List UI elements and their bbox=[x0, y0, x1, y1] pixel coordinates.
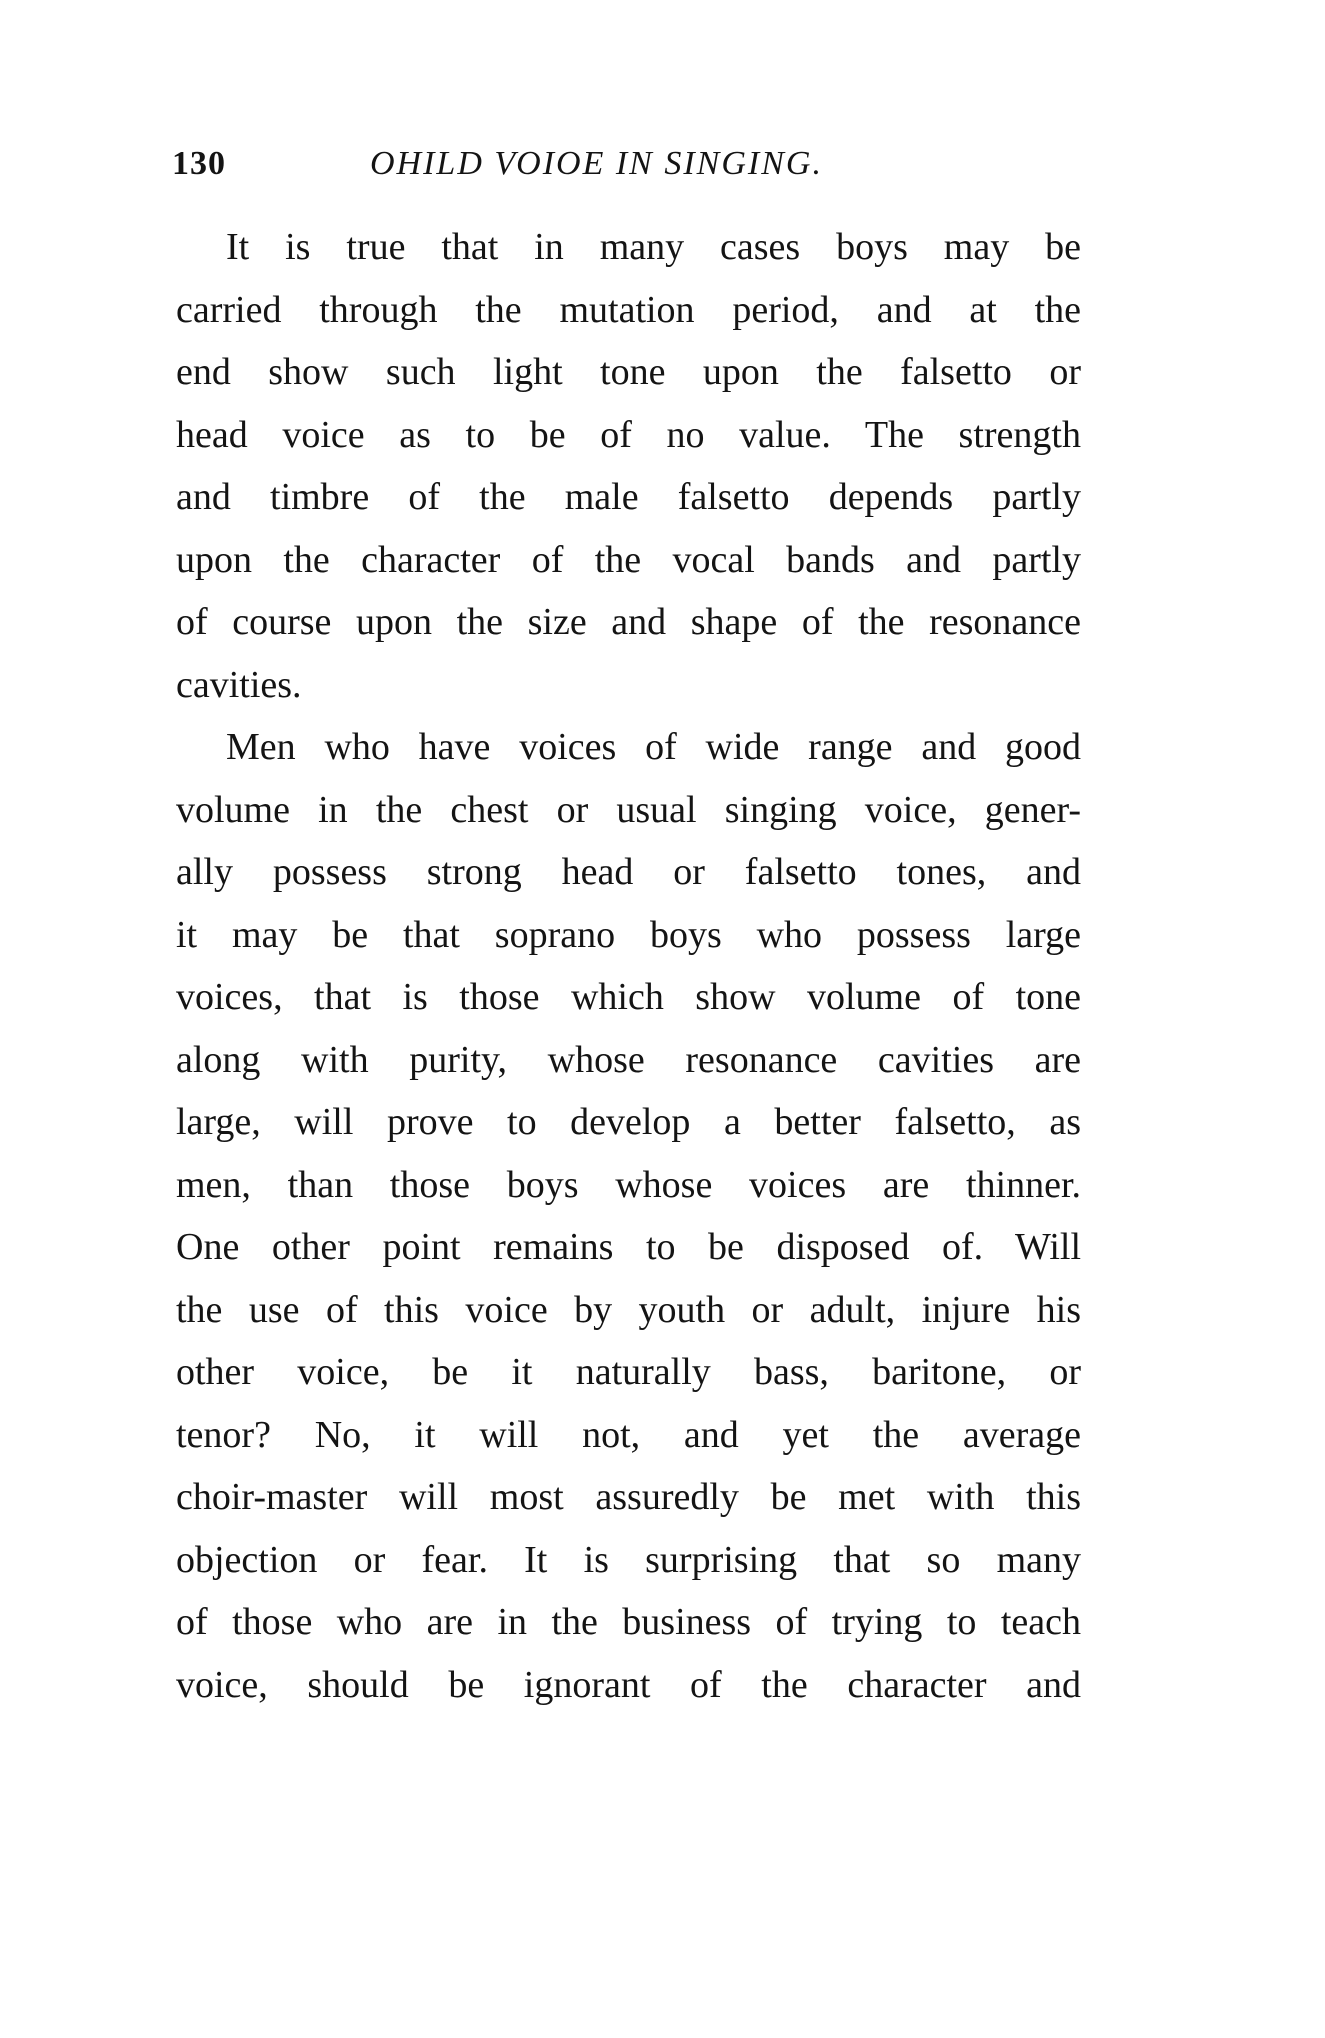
text-line: objection or fear. It is surprising that so many bbox=[176, 1538, 1081, 1581]
body-text bbox=[176, 216, 1081, 1716]
text-line: and timbre of the male falsetto depends partly bbox=[176, 476, 1081, 518]
text-line: tenor? No, it will not, and yet the average bbox=[176, 1413, 1081, 1456]
text-line: carried through the mutation period, and at the bbox=[176, 288, 1081, 331]
text-line: end show such light tone upon the falsetto or bbox=[176, 351, 1081, 393]
text-line: Men who have voices of wide range and good bbox=[226, 726, 1081, 768]
text-line: of those who are in the business of trying to teach bbox=[176, 1601, 1081, 1643]
text-line: of course upon the size and shape of the resonance bbox=[176, 601, 1081, 643]
text-line: It is true that in many cases boys may be bbox=[226, 226, 1081, 268]
page-number: 130 bbox=[172, 145, 226, 182]
text-line: volume in the chest or usual singing voice, gener- bbox=[176, 788, 1081, 831]
running-head bbox=[172, 138, 1092, 190]
text-line: other voice, be it naturally bass, baritone, or bbox=[176, 1351, 1081, 1393]
paragraph-1 bbox=[176, 216, 1081, 716]
text-line: along with purity, whose resonance cavities are bbox=[176, 1038, 1081, 1081]
text-line: the use of this voice by youth or adult, injure his bbox=[176, 1288, 1081, 1331]
text-line: large, will prove to develop a better falsetto, as bbox=[176, 1101, 1081, 1143]
text-line: cavities. bbox=[176, 663, 302, 706]
text-line: voices, that is those which show volume of tone bbox=[176, 976, 1081, 1018]
text-line: upon the character of the vocal bands and partly bbox=[176, 538, 1081, 581]
text-line: One other point remains to be disposed of. Will bbox=[176, 1226, 1081, 1268]
text-line: men, than those boys whose voices are thinner. bbox=[176, 1163, 1081, 1206]
book-title: OHILD VOIOE IN SINGING. bbox=[370, 145, 823, 182]
text-line: ally possess strong head or falsetto tones, and bbox=[176, 851, 1081, 893]
paragraph-2 bbox=[176, 716, 1081, 1716]
text-line: choir-master will most assuredly be met with this bbox=[176, 1476, 1081, 1518]
text-line: head voice as to be of no value. The strength bbox=[176, 413, 1081, 456]
text-line: it may be that soprano boys who possess large bbox=[176, 913, 1081, 956]
text-line: voice, should be ignorant of the character and bbox=[176, 1663, 1081, 1706]
